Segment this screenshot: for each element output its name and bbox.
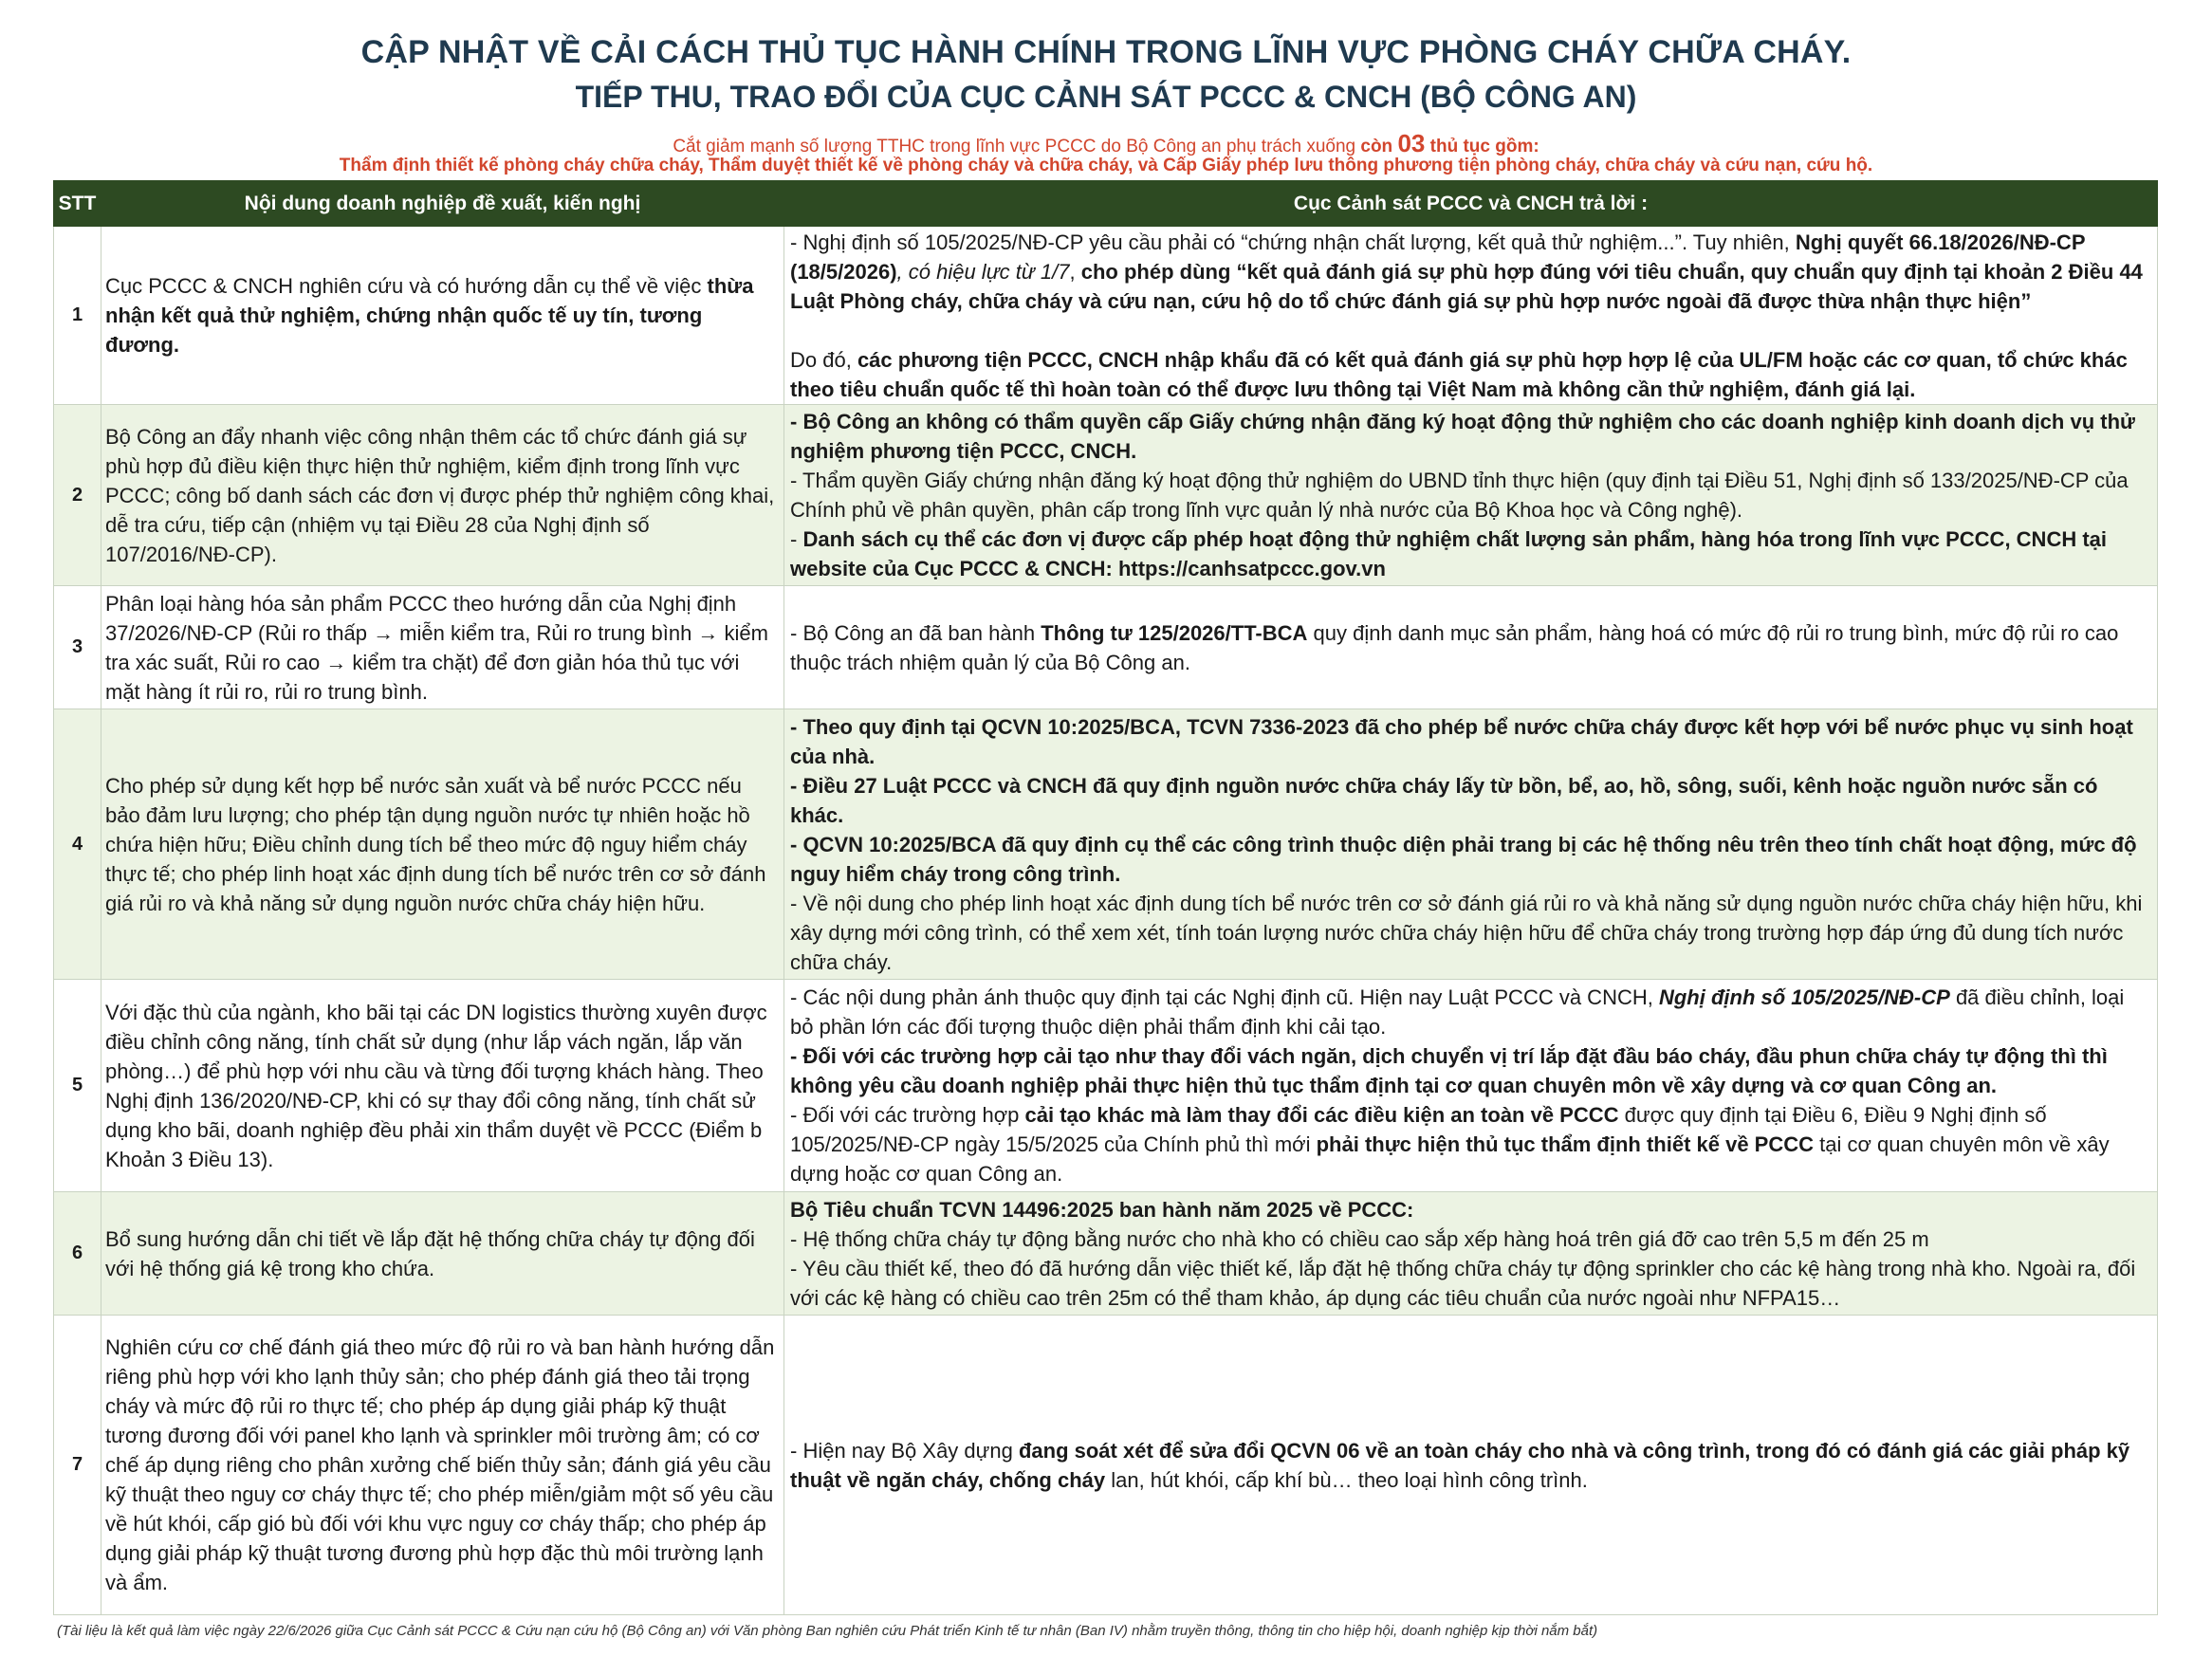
answer-bold-italic: Nghị định số 105/2025/NĐ-CP [1658,985,1950,1009]
answer-cell [784,227,2158,405]
answer-paragraph [790,618,2151,677]
proposal-cell [101,227,784,405]
answer-cell [784,709,2158,980]
summary-line [0,129,2212,158]
answer-cell [784,405,2158,586]
answer-bold: Nghị quyết 66.18/2026/NĐ-CP (18/5/2026) [790,230,2086,284]
proposal-cell: Bộ Công an đẩy nhanh việc công nhận thêm các tổ chức đánh giá sự phù hợp đủ điều kiện thực hiện thử nghiệm, kiểm định trong lĩnh vực PCCC; công bố danh sách các đơn vị được phép thử nghiệm công khai, dễ tra cứu, tiếp cận (nhiệm vụ tại Điều 28 của Nghị định số 107/2016/NĐ-CP). [101,405,784,586]
answer-bold: đang soát xét để sửa đổi QCVN 06 về an toàn cháy cho nhà và công trình, trong đó có đánh giá các giải pháp kỹ thuật về ngăn cháy, chống cháy [790,1438,2130,1492]
answer-bold: - Bộ Công an không có thẩm quyền cấp Giấy chứng nhận đăng ký hoạt động thử nghiệm cho các doanh nghiệp kinh doanh dịch vụ thử nghiệm phương tiện PCCC, CNCH. [790,410,2135,463]
table-row [54,980,2158,1192]
row-number: 7 [54,1316,101,1615]
answer-text: - [790,527,803,551]
answer-paragraph [790,1100,2151,1188]
answer-cell [784,586,2158,709]
header-proposal: Nội dung doanh nghiệp đề xuất, kiến nghị [101,181,784,227]
answer-paragraph [790,830,2151,889]
answer-text: - Bộ Công an đã ban hành [790,620,1041,645]
answer-paragraph [790,407,2151,466]
table-row [54,405,2158,586]
answer-text: Do đó, [790,347,857,372]
row-number: 6 [54,1192,101,1316]
proposal-cell: Nghiên cứu cơ chế đánh giá theo mức độ rủi ro và ban hành hướng dẫn riêng phù hợp với kho lạnh thủy sản; cho phép đánh giá theo tải trọng cháy và mức độ rủi ro thực tế; cho phép áp dụng giải pháp kỹ thuật tương đương đối với panel kho lạnh và sprinkler môi trường âm; có cơ chế áp dụng riêng cho phân xưởng chế biến thủy sản; đánh giá yêu cầu kỹ thuật theo nguy cơ cháy thực tế; cho phép miễn/giảm một số yêu cầu về hút khói, cấp gió bù đối với khu vực nguy cơ cháy thấp; cho phép áp dụng giải pháp kỹ thuật tương đương phù hợp đặc thù môi trường lạnh và ẩm. [101,1316,784,1615]
answer-cell [784,1316,2158,1615]
answer-italic: , có hiệu lực từ 1/7 [896,259,1070,284]
answer-paragraph [790,525,2151,583]
header-answer: Cục Cảnh sát PCCC và CNCH trả lời : [784,181,2158,227]
answer-text: - Hiện nay Bộ Xây dựng [790,1438,1019,1463]
proposal-cell: Với đặc thù của ngành, kho bãi tại các DN logistics thường xuyên được điều chỉnh công năng, tính chất sử dụng (như lắp vách ngăn, lắp văn phòng…) để phù hợp với nhu cầu và từng đối tượng khách hàng. Theo Nghị định 136/2020/NĐ-CP, khi có sự thay đổi công năng, tính chất sử dụng kho bãi, doanh nghiệp đều phải xin thẩm duyệt về PCCC (Điểm b Khoản 3 Điều 13). [101,980,784,1192]
proposal-cell: Cho phép sử dụng kết hợp bể nước sản xuất và bể nước PCCC nếu bảo đảm lưu lượng; cho phép tận dụng nguồn nước tự nhiên hoặc hồ chứa hiện hữu; Điều chỉnh dung tích bể theo mức độ nguy hiểm cháy thực tế; cho phép linh hoạt xác định dung tích bể nước trên cơ sở đánh giá rủi ro và khả năng sử dụng nguồn nước chữa cháy hiện hữu. [101,709,784,980]
answer-bold: - Điều 27 Luật PCCC và CNCH đã quy định nguồn nước chữa cháy lấy từ bồn, bể, ao, hồ, sông, suối, kênh hoặc nguồn nước sẵn có khác. [790,773,2098,827]
answer-paragraph [790,1041,2151,1100]
answer-paragraph [790,771,2151,830]
header-stt: STT [54,181,101,227]
answer-paragraph [790,1436,2151,1495]
row-number: 1 [54,227,101,405]
summary-prefix: Cắt giảm mạnh số lượng TTHC trong lĩnh vực PCCC do Bộ Công an phụ trách xuống [673,137,1361,156]
proposal-cell: Phân loại hàng hóa sản phẩm PCCC theo hướng dẫn của Nghị định 37/2026/NĐ-CP (Rủi ro thấp → miễn kiểm tra, Rủi ro trung bình → kiểm tra xác suất, Rủi ro cao → kiểm tra chặt) để đơn giản hóa thủ tục với mặt hàng ít rủi ro, rủi ro trung bình. [101,586,784,709]
answer-text: - Nghị định số 105/2025/NĐ-CP yêu cầu phải có “chứng nhận chất lượng, kết quả thử nghiệm...”. Tuy nhiên, [790,230,1796,254]
answer-paragraph [790,345,2151,404]
proposal-cell: Bổ sung hướng dẫn chi tiết về lắp đặt hệ thống chữa cháy tự động đối với hệ thống giá kệ trong kho chứa. [101,1192,784,1316]
answer-bold: - QCVN 10:2025/BCA đã quy định cụ thể các công trình thuộc diện phải trang bị các hệ thống nêu trên theo tính chất hoạt động, mức độ nguy hiểm cháy trong công trình. [790,832,2137,886]
answer-bold: - Theo quy định tại QCVN 10:2025/BCA, TCVN 7336-2023 đã cho phép bể nước chữa cháy được kết hợp với bể nước phục vụ sinh hoạt của nhà. [790,714,2133,768]
table-row [54,709,2158,980]
summary-suffix: thủ tục gồm: [1425,137,1539,156]
answer-text: lan, hút khói, cấp khí bù… theo loại hình công trình. [1105,1467,1588,1492]
answer-bold: Bộ Tiêu chuẩn TCVN 14496:2025 ban hành năm 2025 về PCCC: [790,1197,1414,1222]
answer-paragraph [790,228,2151,316]
answer-paragraph: - Thẩm quyền Giấy chứng nhận đăng ký hoạt động thử nghiệm do UBND tỉnh thực hiện (quy định tại Điều 51, Nghị định số 133/2025/NĐ-CP của Chính phủ về phân quyền, phân cấp trong lĩnh vực quản lý nhà nước của Bộ Khoa học và Công nghệ). [790,469,2129,522]
qa-table [53,180,2158,1615]
answer-paragraph: - Về nội dung cho phép linh hoạt xác định dung tích bể nước trên cơ sở đánh giá rủi ro và khả năng sử dụng nguồn nước chữa cháy hiện hữu, khi xây dựng mới công trình, có thể xem xét, tính toán lượng nước chữa cháy hiện hữu để chữa cháy trong trường hợp đáp ứng đủ dung tích nước chữa cháy. [790,891,2143,974]
page-subtitle: TIẾP THU, TRAO ĐỔI CỦA CỤC CẢNH SÁT PCCC & CNCH (BỘ CÔNG AN) [575,80,1637,114]
row-number: 2 [54,405,101,586]
answer-paragraph [790,983,2151,1041]
answer-bold: - Đối với các trường hợp cải tạo như thay đổi vách ngăn, dịch chuyển vị trí lắp đặt đầu báo cháy, đầu phun chữa cháy tự động thì thì không yêu cầu doanh nghiệp phải thực hiện thủ tục thẩm định tại cơ quan chuyên môn về xây dựng và cơ quan Công an. [790,1044,2108,1097]
table-row [54,227,2158,405]
answer-cell [784,980,2158,1192]
answer-paragraph: - Hệ thống chữa cháy tự động bằng nước cho nhà kho có chiều cao sắp xếp hàng hoá trên giá đỡ cao trên 5,5 m đến 25 m [790,1226,1929,1251]
answer-bold: cải tạo khác mà làm thay đổi các điều kiện an toàn về PCCC [1024,1103,1619,1127]
footer-note: (Tài liệu là kết quả làm việc ngày 22/6/2026 giữa Cục Cảnh sát PCCC & Cứu nạn cứu hộ (Bộ Công an) với Văn phòng Ban nghiên cứu Phát triển Kinh tế tư nhân (Ban IV) nhằm truyền thông, thông tin cho hiệp hội, doanh nghiệp kịp thời nắm bắt) [57,1623,1598,1639]
answer-paragraph [790,1195,2151,1224]
table-row [54,1192,2158,1316]
answer-bold: các phương tiện PCCC, CNCH nhập khẩu đã có kết quả đánh giá sự phù hợp hợp lệ của UL/FM hoặc các cơ quan, tổ chức khác theo tiêu chuẩn quốc tế thì hoàn toàn có thể được lưu thông tại Việt Nam mà không cần thử nghiệm, đánh giá lại. [790,347,2128,401]
row-number: 5 [54,980,101,1192]
answer-paragraph [790,712,2151,771]
answer-paragraph: - Yêu cầu thiết kế, theo đó đã hướng dẫn việc thiết kế, lắp đặt hệ thống chữa cháy tự động sprinkler cho các kệ hàng trong nhà kho. Ngoài ra, đối với các kệ hàng có chiều cao trên 25m có thể tham khảo, áp dụng các tiêu chuẩn của nước ngoài như NFPA15… [790,1256,2136,1310]
spacer [790,316,2151,345]
answer-text: , [1069,259,1081,284]
answer-bold: cho phép dùng “kết quả đánh giá sự phù hợp đúng với tiêu chuẩn, quy chuẩn quy định tại khoản 2 Điều 44 Luật Phòng cháy, chữa cháy và cứu nạn, cứu hộ do tổ chức đánh giá sự phù hợp nước ngoài đã được thừa nhận thực hiện” [790,259,2143,313]
answer-bold: phải thực hiện thủ tục thẩm định thiết kế về PCCC [1316,1132,1815,1156]
procedure-list: Thẩm định thiết kế phòng cháy chữa cháy, Thẩm duyệt thiết kế về phòng cháy và chữa cháy, và Cấp Giấy phép lưu thông phương tiện phòng cháy, chữa cháy và cứu nạn, cứu hộ. [339,156,1873,175]
proposal-text: Cục PCCC & CNCH nghiên cứu và có hướng dẫn cụ thể về việc [105,274,708,298]
answer-text: tại cơ quan chuyên môn về xây dựng hoặc cơ quan Công an. [790,1132,2110,1186]
answer-bold: Thông tư 125/2026/TT-BCA [1041,620,1308,645]
answer-text: - Đối với các trường hợp [790,1103,1025,1127]
summary-con: còn [1360,137,1398,156]
table-header-row [54,181,2158,227]
table-row [54,1316,2158,1615]
summary-number: 03 [1397,129,1426,157]
table-row [54,586,2158,709]
answer-text: đã điều chỉnh, loại bỏ phần lớn các đối tượng thuộc diện phải thẩm định khi cải tạo. [790,985,2125,1039]
proposal-bold: thừa nhận kết quả thử nghiệm, chứng nhận quốc tế uy tín, tương đương. [105,274,754,357]
answer-text: - Các nội dung phản ánh thuộc quy định tại các Nghị định cũ. Hiện nay Luật PCCC và CNCH, [790,985,1659,1009]
answer-text: quy định danh mục sản phẩm, hàng hoá có mức độ rủi ro trung bình, mức độ rủi ro cao thuộc trách nhiệm quản lý của Bộ Công an. [790,620,2119,674]
answer-bold: Danh sách cụ thể các đơn vị được cấp phép hoạt động thử nghiệm chất lượng sản phẩm, hàng hóa trong lĩnh vực PCCC, CNCH tại website của Cục PCCC & CNCH: https://canhsatpccc.gov.vn [790,527,2108,580]
answer-text: được quy định tại Điều 6, Điều 9 Nghị định số 105/2025/NĐ-CP ngày 15/5/2025 của Chính phủ thì mới [790,1103,2047,1156]
answer-cell [784,1192,2158,1316]
row-number: 3 [54,586,101,709]
row-number: 4 [54,709,101,980]
page-title: CẬP NHẬT VỀ CẢI CÁCH THỦ TỤC HÀNH CHÍNH TRONG LĨNH VỰC PHÒNG CHÁY CHỮA CHÁY. [360,34,1852,70]
